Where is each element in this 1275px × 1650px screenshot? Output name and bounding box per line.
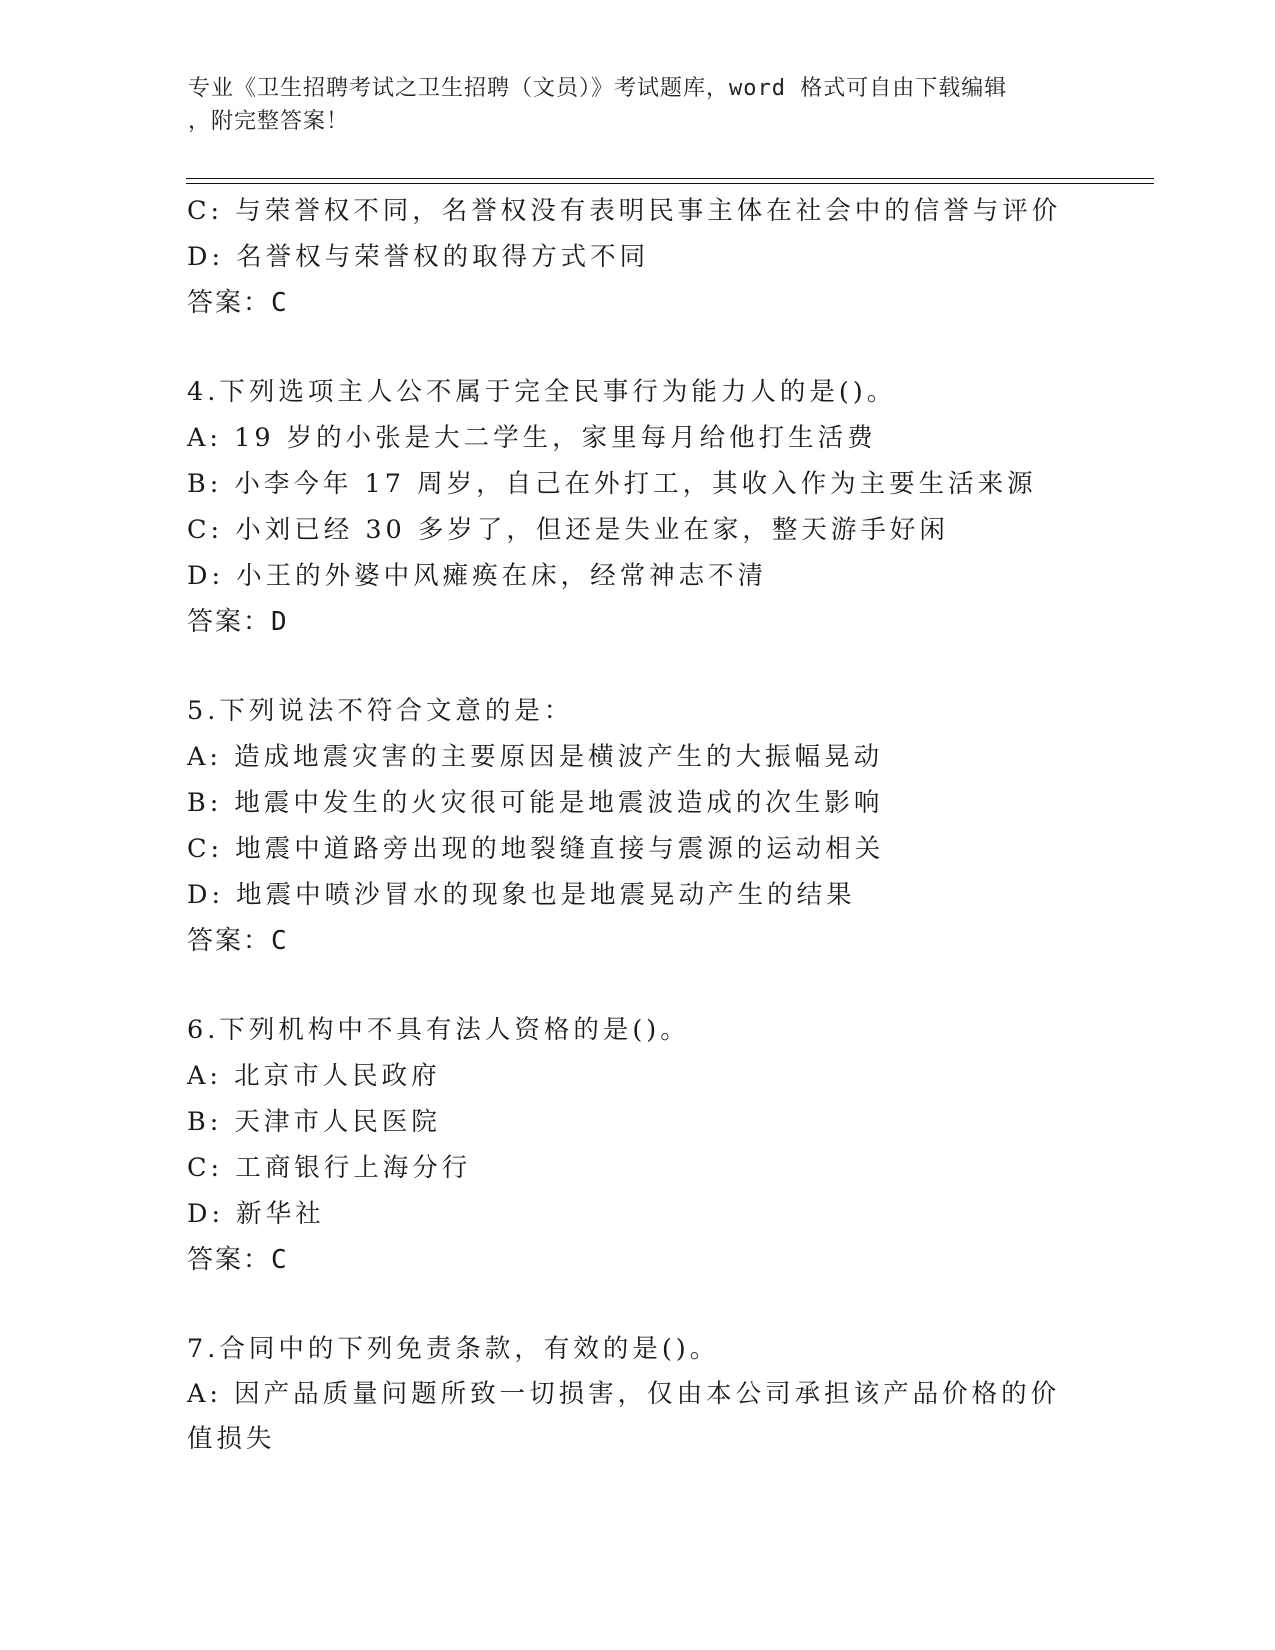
q3-option-c: C: 与荣誉权不同，名誉权没有表明民事主体在社会中的信誉与评价: [187, 196, 1062, 226]
question-7: [187, 1326, 1087, 1462]
question-list: [187, 188, 1087, 1462]
answer-label: 答案：: [187, 926, 272, 956]
answer-label: 答案：: [187, 1245, 272, 1275]
q6-option-b: B: 天津市人民医院: [187, 1107, 441, 1137]
q6-option-c: C: 工商银行上海分行: [187, 1153, 472, 1183]
q6-question: 6.下列机构中不具有法人资格的是()。: [187, 1015, 690, 1045]
question-4: [187, 369, 1087, 645]
question-3-tail: [187, 188, 1087, 326]
q6-option-d: D: 新华社: [187, 1199, 325, 1229]
q5-answer: [187, 918, 1087, 964]
answer-label: 答案：: [187, 607, 272, 637]
header-title-line: 专业《卫生招聘考试之卫生招聘（文员）》考试题库，word 格式可自由下载编辑: [188, 76, 1008, 101]
answer-value: C: [271, 926, 287, 956]
q4-option-d: D: 小王的外婆中风瘫痪在床，经常神志不清: [187, 561, 768, 591]
q4-option-a: A: 19 岁的小张是大二学生，家里每月给他打生活费: [187, 423, 877, 453]
q5-option-d: D: 地震中喷沙冒水的现象也是地震晃动产生的结果: [187, 880, 856, 910]
q7-option-a: A: 因产品质量问题所致一切损害，仅由本公司承担该产品价格的价值损失: [187, 1379, 1061, 1454]
q5-option-b: B: 地震中发生的火灾很可能是地震波造成的次生影响: [187, 788, 884, 818]
q3-answer: [187, 280, 1087, 326]
question-5: [187, 688, 1087, 964]
q6-option-a: A: 北京市人民政府: [187, 1061, 441, 1091]
q4-question: 4.下列选项主人公不属于完全民事行为能力人的是()。: [187, 377, 897, 407]
header-title-continuation: ，附完整答案！: [188, 109, 350, 134]
answer-label: 答案：: [187, 288, 272, 318]
q4-option-b: B: 小李今年 17 周岁，自己在外打工，其收入作为主要生活来源: [187, 469, 1037, 499]
question-6: [187, 1007, 1087, 1283]
q5-option-a: A: 造成地震灾害的主要原因是横波产生的大振幅晃动: [187, 742, 884, 772]
document-header: [188, 72, 1068, 138]
q3-option-d: D: 名誉权与荣誉权的取得方式不同: [187, 242, 650, 272]
q5-question: 5.下列说法不符合文意的是：: [187, 696, 574, 726]
q6-answer: [187, 1237, 1087, 1283]
q5-option-c: C: 地震中道路旁出现的地裂缝直接与震源的运动相关: [187, 834, 885, 864]
answer-value: C: [271, 288, 287, 318]
header-divider-top: [186, 178, 1154, 179]
q4-answer: [187, 599, 1087, 645]
answer-value: D: [271, 607, 287, 637]
header-divider-bottom: [186, 183, 1154, 184]
q4-option-c: C: 小刘已经 30 多岁了，但还是失业在家，整天游手好闲: [187, 515, 949, 545]
q7-question: 7.合同中的下列免责条款，有效的是()。: [187, 1334, 720, 1364]
answer-value: C: [271, 1245, 287, 1275]
